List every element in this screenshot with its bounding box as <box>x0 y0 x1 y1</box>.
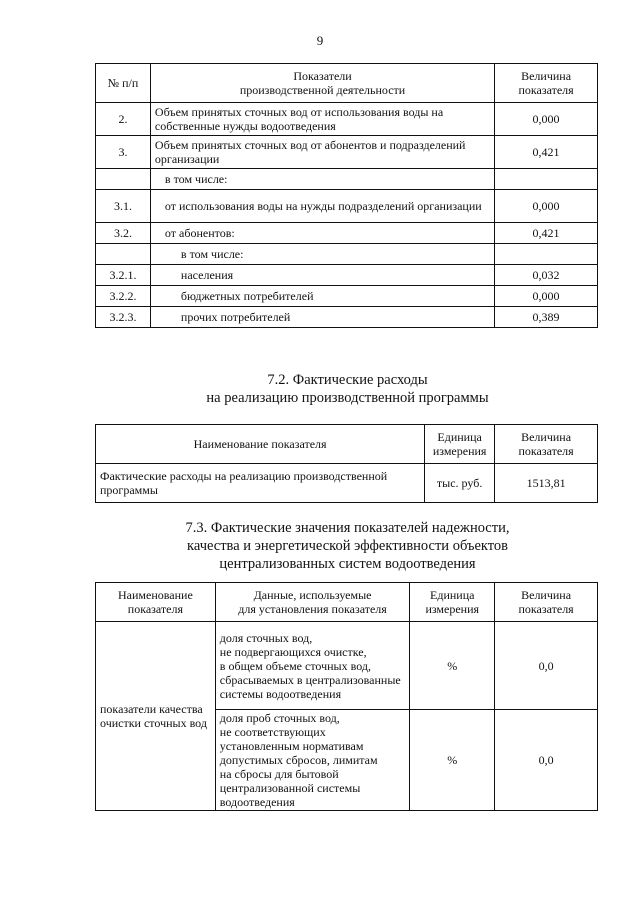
row-value <box>495 244 598 265</box>
row-name: в том числе: <box>150 244 494 265</box>
table-row <box>96 244 598 265</box>
table-row <box>96 190 598 223</box>
row-name: прочих потребителей <box>150 307 494 328</box>
table-row <box>96 286 598 307</box>
indicator-name: показатели качества очистки сточных вод <box>96 622 216 811</box>
row-name: в том числе: <box>150 169 494 190</box>
section-7-2-title <box>95 371 600 407</box>
section-title-line: на реализацию производственной программы <box>206 390 489 406</box>
row-number <box>96 244 151 265</box>
row-value <box>495 169 598 190</box>
row-number: 2. <box>96 103 151 136</box>
header-unit: Единица измерения <box>425 425 495 464</box>
section-title-line: централизованных систем водоотведения <box>219 556 476 572</box>
header-unit: Единица измерения <box>410 583 495 622</box>
row-number: 3.2. <box>96 223 151 244</box>
section-title-line: 7.3. Фактические значения показателей надежности, <box>185 520 510 536</box>
row-name: Фактические расходы на реализацию производственной программы <box>96 464 425 503</box>
table-row <box>96 223 598 244</box>
header-name: Наименование показателя <box>96 425 425 464</box>
table-row <box>96 169 598 190</box>
table-row <box>96 265 598 286</box>
row-data: доля проб сточных вод, не соответствующих установленным нормативам допустимых сбросов, лимитам на сбросы для бытовой централизованной системы водоотведения <box>215 710 410 811</box>
row-number: 3.1. <box>96 190 151 223</box>
row-number: 3. <box>96 136 151 169</box>
header-value: Величина показателя <box>495 64 598 103</box>
row-number: 3.2.3. <box>96 307 151 328</box>
row-value: 1513,81 <box>495 464 598 503</box>
header-value: Величина показателя <box>495 583 598 622</box>
row-value: 0,032 <box>495 265 598 286</box>
header-indicator: Показатели производственной деятельности <box>150 64 494 103</box>
table-row <box>96 307 598 328</box>
table-header-row <box>96 583 598 622</box>
row-value: 0,0 <box>495 710 598 811</box>
row-data: доля сточных вод, не подвергающихся очистке, в общем объеме сточных вод, сбрасываемых в централизованные системы водоотведения <box>215 622 410 710</box>
header-data: Данные, используемые для установления показателя <box>215 583 410 622</box>
production-indicators-table <box>95 63 598 328</box>
row-name: бюджетных потребителей <box>150 286 494 307</box>
row-value: 0,421 <box>495 136 598 169</box>
table-header-row <box>96 64 598 103</box>
row-value: 0,000 <box>495 103 598 136</box>
row-value: 0,000 <box>495 286 598 307</box>
table-row <box>96 622 598 710</box>
header-number: № п/п <box>96 64 151 103</box>
header-indicator-name: Наименование показателя <box>96 583 216 622</box>
table-row <box>96 464 598 503</box>
row-name: Объем принятых сточных вод от абонентов и подразделений организации <box>150 136 494 169</box>
row-unit: % <box>410 710 495 811</box>
row-unit: % <box>410 622 495 710</box>
row-unit: тыс. руб. <box>425 464 495 503</box>
row-value: 0,000 <box>495 190 598 223</box>
actual-expenses-table <box>95 424 598 503</box>
row-number: 3.2.2. <box>96 286 151 307</box>
row-value: 0,389 <box>495 307 598 328</box>
row-name: от абонентов: <box>150 223 494 244</box>
row-number: 3.2.1. <box>96 265 151 286</box>
table-row <box>96 103 598 136</box>
row-name: Объем принятых сточных вод от использования воды на собственные нужды водоотведения <box>150 103 494 136</box>
table-row <box>96 136 598 169</box>
row-name: от использования воды на нужды подразделений организации <box>150 190 494 223</box>
row-value: 0,0 <box>495 622 598 710</box>
section-title-line: качества и энергетической эффективности объектов <box>187 538 508 554</box>
page-number: 9 <box>316 33 324 48</box>
row-value: 0,421 <box>495 223 598 244</box>
quality-indicators-table <box>95 582 598 811</box>
header-value: Величина показателя <box>495 425 598 464</box>
section-7-3-title <box>95 519 600 573</box>
row-number <box>96 169 151 190</box>
table-header-row <box>96 425 598 464</box>
row-name: населения <box>150 265 494 286</box>
section-title-line: 7.2. Фактические расходы <box>267 372 428 388</box>
